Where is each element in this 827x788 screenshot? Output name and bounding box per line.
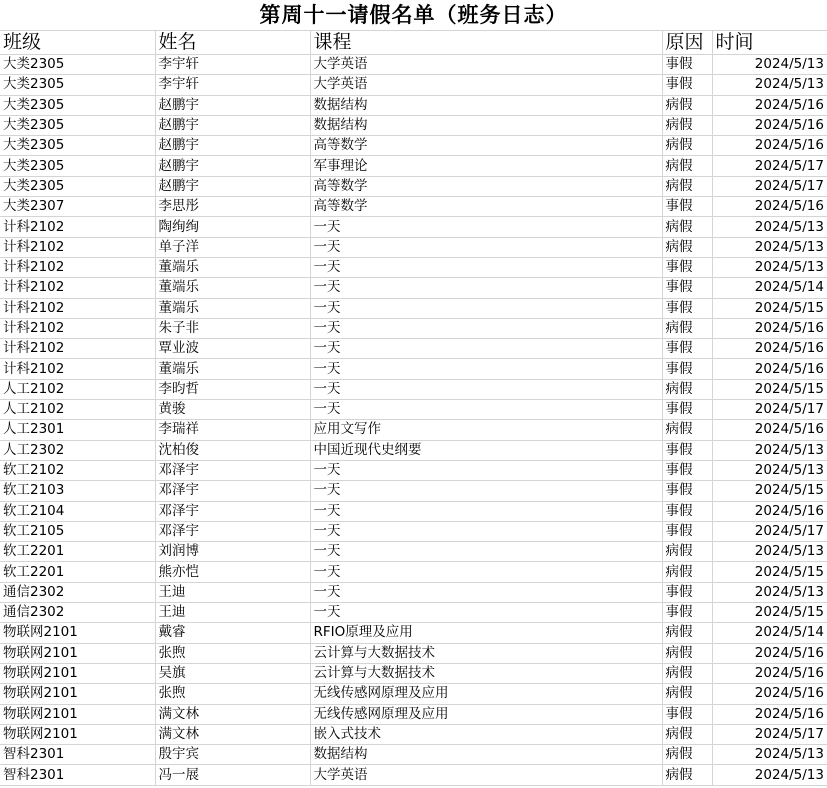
cell-class[interactable]: 计科2102 — [0, 217, 155, 237]
cell-course[interactable]: RFIO原理及应用 — [310, 623, 662, 643]
cell-date[interactable]: 2024/5/16 — [712, 95, 827, 115]
cell-date[interactable]: 2024/5/13 — [712, 460, 827, 480]
cell-course[interactable]: 一天 — [310, 237, 662, 257]
cell-class[interactable]: 计科2102 — [0, 257, 155, 277]
cell-name[interactable]: 吴旗 — [155, 663, 310, 683]
cell-date[interactable]: 2024/5/13 — [712, 75, 827, 95]
cell-name[interactable]: 李瑞祥 — [155, 420, 310, 440]
cell-name[interactable]: 赵鹏宇 — [155, 95, 310, 115]
cell-name[interactable]: 董端乐 — [155, 257, 310, 277]
cell-name[interactable]: 殷宇宾 — [155, 745, 310, 765]
table-row — [0, 136, 827, 156]
cell-course[interactable]: 应用文写作 — [310, 420, 662, 440]
cell-course[interactable]: 一天 — [310, 400, 662, 420]
cell-class[interactable]: 计科2102 — [0, 359, 155, 379]
cell-name[interactable]: 董端乐 — [155, 278, 310, 298]
table-row — [0, 765, 827, 785]
header-date[interactable]: 时间 — [712, 31, 827, 55]
table-row — [0, 400, 827, 420]
table-row — [0, 359, 827, 379]
cell-course[interactable]: 云计算与大数据技术 — [310, 643, 662, 663]
cell-class[interactable]: 物联网2101 — [0, 663, 155, 683]
cell-course[interactable]: 中国近现代史纲要 — [310, 440, 662, 460]
cell-course[interactable]: 一天 — [310, 603, 662, 623]
cell-reason[interactable]: 事假 — [662, 359, 712, 379]
cell-course[interactable]: 一天 — [310, 582, 662, 602]
header-row — [0, 31, 827, 55]
cell-date[interactable]: 2024/5/13 — [712, 440, 827, 460]
cell-class[interactable]: 大类2305 — [0, 55, 155, 75]
cell-reason[interactable]: 病假 — [662, 420, 712, 440]
cell-class[interactable]: 大类2305 — [0, 75, 155, 95]
cell-class[interactable]: 物联网2101 — [0, 643, 155, 663]
cell-date[interactable]: 2024/5/13 — [712, 745, 827, 765]
cell-name[interactable]: 赵鹏宇 — [155, 176, 310, 196]
cell-reason[interactable]: 事假 — [662, 460, 712, 480]
cell-reason[interactable]: 病假 — [662, 663, 712, 683]
cell-date[interactable]: 2024/5/16 — [712, 643, 827, 663]
cell-date[interactable]: 2024/5/16 — [712, 318, 827, 338]
cell-reason[interactable]: 病假 — [662, 542, 712, 562]
cell-class[interactable]: 软工2102 — [0, 460, 155, 480]
cell-course[interactable]: 一天 — [310, 278, 662, 298]
cell-reason[interactable]: 事假 — [662, 257, 712, 277]
cell-course[interactable]: 一天 — [310, 379, 662, 399]
cell-course[interactable]: 一天 — [310, 257, 662, 277]
cell-class[interactable]: 大类2305 — [0, 136, 155, 156]
table-row — [0, 156, 827, 176]
table-row — [0, 115, 827, 135]
cell-class[interactable]: 通信2302 — [0, 582, 155, 602]
cell-reason[interactable]: 病假 — [662, 562, 712, 582]
cell-name[interactable]: 冯一展 — [155, 765, 310, 785]
table-row — [0, 562, 827, 582]
cell-class[interactable]: 计科2102 — [0, 339, 155, 359]
cell-name[interactable]: 邓泽宇 — [155, 481, 310, 501]
cell-course[interactable]: 大学英语 — [310, 75, 662, 95]
table-row — [0, 481, 827, 501]
table-row — [0, 684, 827, 704]
cell-course[interactable]: 大学英语 — [310, 55, 662, 75]
cell-class[interactable]: 计科2102 — [0, 237, 155, 257]
cell-course[interactable]: 高等数学 — [310, 176, 662, 196]
cell-class[interactable]: 软工2105 — [0, 521, 155, 541]
cell-reason[interactable]: 事假 — [662, 582, 712, 602]
cell-name[interactable]: 黄骏 — [155, 400, 310, 420]
cell-course[interactable]: 数据结构 — [310, 115, 662, 135]
table-row — [0, 501, 827, 521]
cell-course[interactable]: 嵌入式技术 — [310, 724, 662, 744]
cell-class[interactable]: 大类2307 — [0, 197, 155, 217]
cell-name[interactable]: 戴睿 — [155, 623, 310, 643]
cell-reason[interactable]: 事假 — [662, 400, 712, 420]
cell-name[interactable]: 覃业波 — [155, 339, 310, 359]
cell-class[interactable]: 物联网2101 — [0, 684, 155, 704]
cell-reason[interactable]: 事假 — [662, 339, 712, 359]
cell-date[interactable]: 2024/5/17 — [712, 521, 827, 541]
cell-name[interactable]: 赵鹏宇 — [155, 115, 310, 135]
cell-date[interactable]: 2024/5/16 — [712, 136, 827, 156]
cell-name[interactable]: 邓泽宇 — [155, 460, 310, 480]
cell-class[interactable]: 计科2102 — [0, 278, 155, 298]
header-course[interactable]: 课程 — [310, 31, 662, 55]
table-row — [0, 440, 827, 460]
cell-class[interactable]: 人工2302 — [0, 440, 155, 460]
cell-reason[interactable]: 病假 — [662, 318, 712, 338]
cell-name[interactable]: 李宇轩 — [155, 75, 310, 95]
cell-course[interactable]: 一天 — [310, 562, 662, 582]
cell-date[interactable]: 2024/5/14 — [712, 278, 827, 298]
cell-name[interactable]: 单子洋 — [155, 237, 310, 257]
table-row — [0, 298, 827, 318]
cell-name[interactable]: 沈柏俊 — [155, 440, 310, 460]
table-body — [0, 55, 827, 786]
table-row — [0, 75, 827, 95]
table-row — [0, 521, 827, 541]
table-row — [0, 318, 827, 338]
cell-class[interactable]: 大类2305 — [0, 95, 155, 115]
cell-name[interactable]: 李思彤 — [155, 197, 310, 217]
table-row — [0, 724, 827, 744]
cell-course[interactable]: 一天 — [310, 318, 662, 338]
table-row — [0, 420, 827, 440]
cell-date[interactable]: 2024/5/16 — [712, 501, 827, 521]
table-row — [0, 745, 827, 765]
cell-name[interactable]: 张煦 — [155, 643, 310, 663]
cell-date[interactable]: 2024/5/17 — [712, 156, 827, 176]
cell-date[interactable]: 2024/5/14 — [712, 623, 827, 643]
cell-reason[interactable]: 病假 — [662, 156, 712, 176]
cell-reason[interactable]: 病假 — [662, 765, 712, 785]
cell-class[interactable]: 物联网2101 — [0, 724, 155, 744]
cell-name[interactable]: 李宇轩 — [155, 55, 310, 75]
cell-date[interactable]: 2024/5/16 — [712, 197, 827, 217]
cell-course[interactable]: 数据结构 — [310, 95, 662, 115]
cell-course[interactable]: 军事理论 — [310, 156, 662, 176]
cell-reason[interactable]: 病假 — [662, 95, 712, 115]
cell-course[interactable]: 一天 — [310, 501, 662, 521]
cell-class[interactable]: 计科2102 — [0, 318, 155, 338]
cell-date[interactable]: 2024/5/16 — [712, 704, 827, 724]
table-row — [0, 643, 827, 663]
cell-class[interactable]: 软工2103 — [0, 481, 155, 501]
cell-course[interactable]: 一天 — [310, 521, 662, 541]
cell-reason[interactable]: 事假 — [662, 603, 712, 623]
cell-date[interactable]: 2024/5/13 — [712, 765, 827, 785]
cell-class[interactable]: 软工2201 — [0, 562, 155, 582]
cell-course[interactable]: 一天 — [310, 339, 662, 359]
cell-date[interactable]: 2024/5/13 — [712, 217, 827, 237]
cell-reason[interactable]: 事假 — [662, 278, 712, 298]
cell-date[interactable]: 2024/5/13 — [712, 542, 827, 562]
sheet-title: 第周十一请假名单（班务日志） — [259, 3, 568, 27]
header-class[interactable]: 班级 — [0, 31, 155, 55]
cell-reason[interactable]: 病假 — [662, 136, 712, 156]
cell-date[interactable]: 2024/5/17 — [712, 400, 827, 420]
table-row — [0, 623, 827, 643]
cell-course[interactable]: 无线传感网原理及应用 — [310, 704, 662, 724]
table-row — [0, 460, 827, 480]
cell-course[interactable]: 云计算与大数据技术 — [310, 663, 662, 683]
table-row — [0, 582, 827, 602]
cell-course[interactable]: 数据结构 — [310, 745, 662, 765]
cell-name[interactable]: 赵鹏宇 — [155, 156, 310, 176]
cell-class[interactable]: 大类2305 — [0, 156, 155, 176]
cell-class[interactable]: 物联网2101 — [0, 704, 155, 724]
cell-date[interactable]: 2024/5/16 — [712, 684, 827, 704]
cell-date[interactable]: 2024/5/13 — [712, 582, 827, 602]
cell-name[interactable]: 朱子非 — [155, 318, 310, 338]
cell-date[interactable]: 2024/5/13 — [712, 257, 827, 277]
cell-class[interactable]: 计科2102 — [0, 298, 155, 318]
cell-name[interactable]: 熊亦恺 — [155, 562, 310, 582]
cell-name[interactable]: 刘润博 — [155, 542, 310, 562]
cell-class[interactable]: 物联网2101 — [0, 623, 155, 643]
cell-reason[interactable]: 病假 — [662, 643, 712, 663]
cell-date[interactable]: 2024/5/16 — [712, 420, 827, 440]
cell-reason[interactable]: 事假 — [662, 481, 712, 501]
cell-name[interactable]: 董端乐 — [155, 298, 310, 318]
cell-reason[interactable]: 事假 — [662, 298, 712, 318]
cell-name[interactable]: 张煦 — [155, 684, 310, 704]
cell-reason[interactable]: 事假 — [662, 55, 712, 75]
cell-reason[interactable]: 病假 — [662, 237, 712, 257]
cell-date[interactable]: 2024/5/15 — [712, 562, 827, 582]
header-reason[interactable]: 原因 — [662, 31, 712, 55]
cell-date[interactable]: 2024/5/17 — [712, 176, 827, 196]
cell-reason[interactable]: 事假 — [662, 521, 712, 541]
table-row — [0, 603, 827, 623]
cell-name[interactable]: 李昀哲 — [155, 379, 310, 399]
cell-date[interactable]: 2024/5/16 — [712, 339, 827, 359]
table-row — [0, 197, 827, 217]
cell-reason[interactable]: 病假 — [662, 623, 712, 643]
cell-reason[interactable]: 病假 — [662, 115, 712, 135]
cell-date[interactable]: 2024/5/17 — [712, 724, 827, 744]
table-row — [0, 95, 827, 115]
table-row — [0, 176, 827, 196]
cell-course[interactable]: 一天 — [310, 481, 662, 501]
cell-name[interactable]: 满文林 — [155, 724, 310, 744]
cell-date[interactable]: 2024/5/15 — [712, 298, 827, 318]
header-name[interactable]: 姓名 — [155, 31, 310, 55]
table-row — [0, 542, 827, 562]
cell-reason[interactable]: 事假 — [662, 440, 712, 460]
leave-table — [0, 30, 827, 786]
cell-class[interactable]: 大类2305 — [0, 176, 155, 196]
cell-course[interactable]: 一天 — [310, 359, 662, 379]
cell-date[interactable]: 2024/5/15 — [712, 379, 827, 399]
cell-name[interactable]: 邓泽宇 — [155, 501, 310, 521]
cell-class[interactable]: 智科2301 — [0, 745, 155, 765]
cell-reason[interactable]: 病假 — [662, 684, 712, 704]
cell-reason[interactable]: 事假 — [662, 501, 712, 521]
cell-course[interactable]: 一天 — [310, 542, 662, 562]
cell-reason[interactable]: 病假 — [662, 724, 712, 744]
cell-date[interactable]: 2024/5/13 — [712, 55, 827, 75]
table-row — [0, 257, 827, 277]
cell-class[interactable]: 软工2104 — [0, 501, 155, 521]
table-row — [0, 339, 827, 359]
cell-class[interactable]: 软工2201 — [0, 542, 155, 562]
table-row — [0, 55, 827, 75]
cell-date[interactable]: 2024/5/16 — [712, 115, 827, 135]
cell-date[interactable]: 2024/5/16 — [712, 663, 827, 683]
table-row — [0, 704, 827, 724]
cell-name[interactable]: 董端乐 — [155, 359, 310, 379]
cell-class[interactable]: 智科2301 — [0, 765, 155, 785]
cell-reason[interactable]: 病假 — [662, 176, 712, 196]
table-row — [0, 379, 827, 399]
cell-course[interactable]: 无线传感网原理及应用 — [310, 684, 662, 704]
cell-class[interactable]: 人工2102 — [0, 379, 155, 399]
cell-course[interactable]: 一天 — [310, 298, 662, 318]
cell-reason[interactable]: 病假 — [662, 745, 712, 765]
cell-name[interactable]: 陶绚绚 — [155, 217, 310, 237]
cell-name[interactable]: 赵鹏宇 — [155, 136, 310, 156]
cell-name[interactable]: 邓泽宇 — [155, 521, 310, 541]
table-row — [0, 278, 827, 298]
cell-reason[interactable]: 事假 — [662, 704, 712, 724]
cell-class[interactable]: 人工2102 — [0, 400, 155, 420]
cell-reason[interactable]: 病假 — [662, 217, 712, 237]
cell-date[interactable]: 2024/5/15 — [712, 603, 827, 623]
cell-course[interactable]: 大学英语 — [310, 765, 662, 785]
cell-date[interactable]: 2024/5/15 — [712, 481, 827, 501]
table-row — [0, 237, 827, 257]
cell-course[interactable]: 一天 — [310, 217, 662, 237]
cell-course[interactable]: 高等数学 — [310, 197, 662, 217]
cell-course[interactable]: 一天 — [310, 460, 662, 480]
cell-class[interactable]: 人工2301 — [0, 420, 155, 440]
cell-reason[interactable]: 病假 — [662, 379, 712, 399]
cell-date[interactable]: 2024/5/13 — [712, 237, 827, 257]
cell-name[interactable]: 满文林 — [155, 704, 310, 724]
table-row — [0, 663, 827, 683]
cell-name[interactable]: 王迪 — [155, 603, 310, 623]
cell-class[interactable]: 大类2305 — [0, 115, 155, 135]
cell-date[interactable]: 2024/5/16 — [712, 359, 827, 379]
cell-reason[interactable]: 事假 — [662, 197, 712, 217]
cell-course[interactable]: 高等数学 — [310, 136, 662, 156]
cell-name[interactable]: 王迪 — [155, 582, 310, 602]
cell-class[interactable]: 通信2302 — [0, 603, 155, 623]
table-row — [0, 217, 827, 237]
cell-reason[interactable]: 事假 — [662, 75, 712, 95]
